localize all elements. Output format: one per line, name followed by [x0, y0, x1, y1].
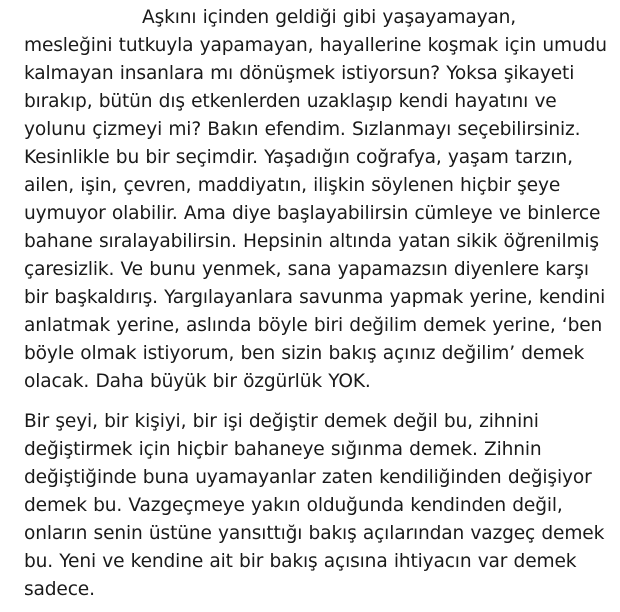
text-line: bahane sıralayabilirsin. Hepsinin altında yatan sikik öğrenilmiş: [24, 231, 599, 252]
text-line: kalmayan insanlara mı dönüşmek istiyorsun? Yoksa şikayeti: [24, 63, 575, 84]
text-line: bu. Yeni ve kendine ait bir bakış açısına ihtiyacın var demek: [24, 551, 577, 572]
text-line: mesleğini tutkuyla yapamayan, hayallerine koşmak için umudu: [24, 35, 607, 56]
text-line: yolunu çizmeyi mi? Bakın efendim. Sızlanmayı seçebilirsiniz.: [24, 119, 581, 140]
text-line: ailen, işin, çevren, maddiyatın, ilişkin söylenen hiçbir şeye: [24, 175, 561, 196]
text-line: sadece.: [24, 579, 95, 600]
text-line: anlatmak yerine, aslında böyle biri değilim demek yerine, ‘ben: [24, 315, 603, 336]
paragraph-1: [24, 4, 607, 396]
text-line: çaresizlik. Ve bunu yenmek, sana yapamazsın diyenlere karşı: [24, 259, 589, 280]
text-line: Bir şeyi, bir kişiyi, bir işi değiştir demek değil bu, zihnini: [24, 411, 539, 432]
text-line: demek bu. Vazgeçmeye yakın olduğunda kendinden değil,: [24, 495, 563, 516]
paragraph-2: [24, 408, 604, 604]
text-line: Kesinlikle bu bir seçimdir. Yaşadığın coğrafya, yaşam tarzın,: [24, 147, 573, 168]
text-line: değiştirmek için hiçbir bahaneye sığınma demek. Zihnin: [24, 439, 542, 460]
text-line: onların senin üstüne yansıttığı bakış açılarından vazgeç demek: [24, 523, 605, 544]
text-line: böyle olmak istiyorum, ben sizin bakış açınız değilim’ demek: [24, 343, 585, 364]
text-line: bırakıp, bütün dış etkenlerden uzaklaşıp kendi hayatını ve: [24, 91, 557, 112]
text-line: olacak. Daha büyük bir özgürlük YOK.: [24, 371, 371, 392]
text-line: değiştiğinde buna uyamayanlar zaten kendiliğinden değişiyor: [24, 467, 592, 488]
text-line: bir başkaldırış. Yargılayanlara savunma yapmak yerine, kendini: [24, 287, 606, 308]
text-line: uymuyor olabilir. Ama diye başlayabilirsin cümleye ve binlerce: [24, 203, 601, 224]
text-line: Aşkını içinden geldiği gibi yaşayamayan,: [142, 7, 517, 28]
